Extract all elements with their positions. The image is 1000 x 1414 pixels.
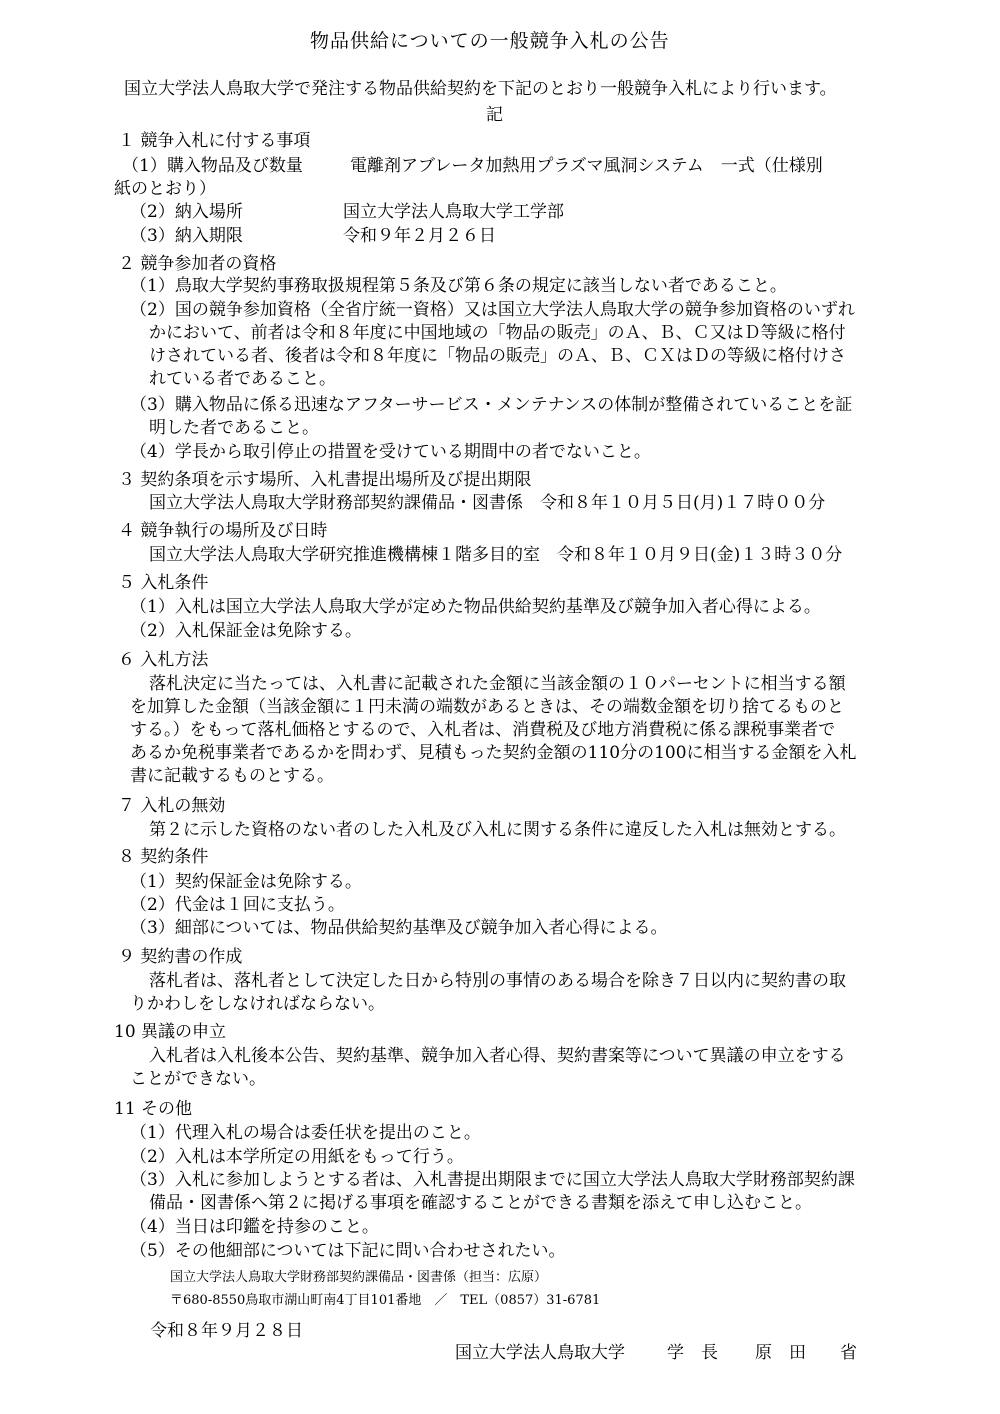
section-10-line: ことができない。 (130, 1069, 266, 1089)
section-1-heading: １ 競争入札に付する事項 (118, 131, 311, 151)
section-8-line: （2）代金は１回に支払う。 (130, 895, 345, 915)
section-6-line: する。）をもって落札価格とするので、入札者は、消費税及び地方消費税に係る課税事業者で (130, 720, 836, 740)
contact-office: 国立大学法人鳥取大学財務部契約課備品・図書係（担当：広原） (170, 1270, 548, 1285)
section-9-line: 落札者は、落札者として決定した日から特別の事情のある場合を除き７日以内に契約書の取 (149, 971, 846, 991)
section-2-line: れている者であること。 (149, 369, 336, 389)
section-9-line: りかわしをしなければならない。 (130, 994, 385, 1014)
section-2-line: （2）国の競争参加資格（全省庁統一資格）又は国立大学法人鳥取大学の競争参加資格のいずれ (130, 300, 855, 320)
section-1-item-1-value: 電離剤アブレータ加熱用プラズマ風洞システム 一式（仕様別 (350, 156, 823, 176)
notice-title: 物品供給についての一般競争入札の公告 (310, 30, 670, 52)
contact-address: 〒680-8550鳥取市湖山町南4丁目101番地 ／ TEL（0857）31-6781 (170, 1293, 601, 1308)
section-11-heading: 11 その他 (114, 1099, 193, 1119)
section-8-heading: ８ 契約条件 (118, 847, 209, 867)
section-5-line: （1）入札は国立大学法人鳥取大学が定めた物品供給契約基準及び競争加入者心得による。 (130, 597, 821, 617)
section-1-item-1-cont: 紙のとおり） (114, 179, 216, 199)
ki-heading: 記 (486, 105, 503, 125)
section-1-item-3-label: （3）納入期限 (130, 226, 243, 246)
section-11-line: 備品・図書係へ第２に掲げる事項を確認することができる書類を添えて申し込むこと。 (149, 1193, 812, 1213)
section-7-heading: ７ 入札の無効 (118, 796, 226, 816)
section-10-heading: 10 異議の申立 (114, 1022, 227, 1042)
section-2-line: （3）購入物品に係る迅速なアフターサービス・メンテナンスの体制が整備されていることを証 (130, 395, 853, 415)
intro-text: 国立大学法人鳥取大学で発注する物品供給契約を下記のとおり一般競争入札により行います。 (124, 79, 837, 99)
section-2-line: けされている者、後者は令和８年度に「物品の販売」のＡ、Ｂ、ＣＸはＤの等級に格付けさ (149, 346, 846, 366)
section-6-line: 落札決定に当たっては、入札書に記載された金額に当該金額の１０パーセントに相当する額 (149, 674, 846, 694)
section-2-line: （4）学長から取引停止の措置を受けている期間中の者でないこと。 (130, 442, 651, 462)
section-11-line: （1）代理入札の場合は委任状を提出のこと。 (130, 1123, 481, 1143)
section-2-line: （1）鳥取大学契約事務取扱規程第５条及び第６条の規定に該当しない者であること。 (130, 276, 787, 296)
section-6-heading: ６ 入札方法 (118, 650, 209, 670)
section-7-line: 第２に示した資格のない者のした入札及び入札に関する条件に違反した入札は無効とする。 (149, 820, 846, 840)
section-1-item-2-value: 国立大学法人鳥取大学工学部 (343, 202, 564, 222)
section-2-line: かにおいて、前者は令和８年度に中国地域の「物品の販売」のＡ、Ｂ、Ｃ又はＤ等級に格付 (149, 323, 846, 343)
section-9-heading: ９ 契約書の作成 (118, 947, 243, 967)
section-11-line: （4）当日は印鑑を持参のこと。 (130, 1217, 379, 1237)
section-3-heading: ３ 契約条項を示す場所、入札書提出場所及び提出期限 (118, 470, 532, 490)
signature-name: 原 田 省 (755, 1343, 857, 1363)
signature-org: 国立大学法人鳥取大学 (455, 1343, 625, 1363)
section-11-line: （5）その他細部については下記に問い合わせされたい。 (130, 1241, 566, 1261)
section-1-item-2-label: （2）納入場所 (130, 202, 243, 222)
section-8-line: （1）契約保証金は免除する。 (130, 872, 362, 892)
section-6-line: 書に記載するものとする。 (130, 766, 334, 786)
section-5-heading: ５ 入札条件 (118, 573, 209, 593)
section-11-line: （3）入札に参加しようとする者は、入札書提出期限までに国立大学法人鳥取大学財務部契約課 (130, 1170, 855, 1190)
section-4-line: 国立大学法人鳥取大学研究推進機構棟１階多目的室 令和８年１０月９日(金)１３時３０分 (149, 545, 843, 565)
section-2-heading: ２ 競争参加者の資格 (118, 254, 277, 274)
signature-role: 学 長 (667, 1343, 718, 1363)
section-8-line: （3）細部については、物品供給契約基準及び競争加入者心得による。 (130, 918, 668, 938)
section-6-line: あるか免税事業者であるかを問わず、見積もった契約金額の110分の100に相当する金額を入札 (130, 743, 857, 763)
section-1-item-3-value: 令和９年２月２６日 (343, 226, 496, 246)
notice-date: 令和８年９月２８日 (150, 1321, 303, 1341)
section-2-line: 明した者であること。 (149, 418, 319, 438)
section-4-heading: ４ 競争執行の場所及び日時 (118, 521, 328, 541)
section-5-line: （2）入札保証金は免除する。 (130, 621, 362, 641)
section-3-line: 国立大学法人鳥取大学財務部契約課備品・図書係 令和８年１０月５日(月)１７時００分 (149, 493, 826, 513)
section-1-item-1-label: （1）購入物品及び数量 (122, 156, 303, 176)
section-10-line: 入札者は入札後本公告、契約基準、競争加入者心得、契約書案等について異議の申立をする (149, 1046, 846, 1066)
section-6-line: を加算した金額（当該金額に１円未満の端数があるときは、その端数金額を切り捨てるものと (130, 697, 844, 717)
section-11-line: （2）入札は本学所定の用紙をもって行う。 (130, 1147, 464, 1167)
